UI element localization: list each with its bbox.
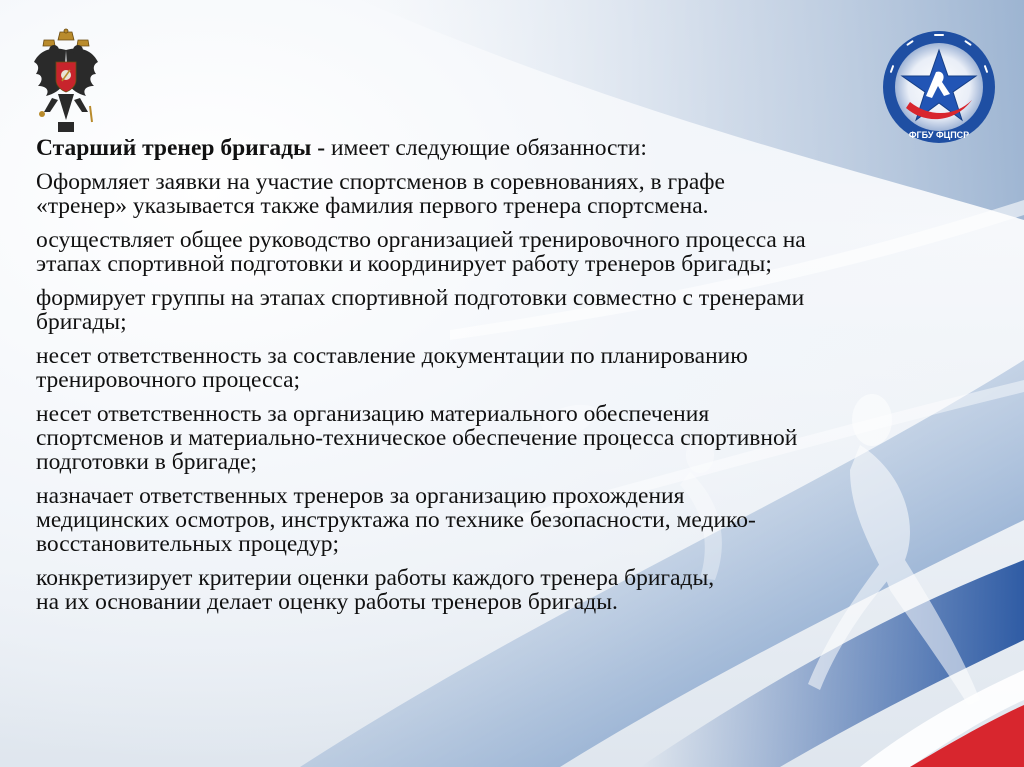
russian-coat-of-arms-emblem-icon — [30, 28, 102, 136]
duty-line: «тренер» указывается также фамилия первого тренера спортсмена. — [36, 193, 709, 219]
duty-line: несет ответственность за организацию материального обеспечения — [36, 401, 710, 427]
duty-line: Оформляет заявки на участие спортсменов в соревнованиях, в графе — [36, 169, 725, 195]
duty-line: тренировочного процесса; — [36, 367, 301, 393]
logo-abbr: ФГБУ ФЦПСР — [908, 130, 970, 140]
duty-line: несет ответственность за составление документации по планированию — [36, 343, 748, 369]
duty-line: подготовки в бригаде; — [36, 449, 258, 475]
duty-paragraph — [36, 228, 986, 276]
duty-paragraph — [36, 402, 986, 474]
heading-rest: имеет следующие обязанности: — [330, 135, 647, 161]
duty-line: конкретизирует критерии оценки работы каждого тренера бригады, — [36, 565, 715, 591]
duty-line: формирует группы на этапах спортивной подготовки совместно с тренерами — [36, 285, 805, 311]
fcpsr-star-logo-icon — [880, 28, 998, 146]
duty-line: медицинских осмотров, инструктажа по технике безопасности, медико- — [36, 507, 756, 533]
duty-line: осуществляет общее руководство организацией тренировочного процесса на — [36, 227, 806, 253]
duties-text — [36, 136, 986, 624]
duty-line: на их основании делает оценку работы тренеров бригады. — [36, 589, 618, 615]
duty-paragraph — [36, 566, 986, 614]
heading-line — [36, 136, 986, 160]
duty-paragraph — [36, 170, 986, 218]
duty-paragraph — [36, 344, 986, 392]
duty-paragraph — [36, 484, 986, 556]
duty-line: этапах спортивной подготовки и координирует работу тренеров бригады; — [36, 251, 772, 277]
duty-paragraph — [36, 286, 986, 334]
duty-line: назначает ответственных тренеров за организацию прохождения — [36, 483, 685, 509]
duty-line: восстановительных процедур; — [36, 531, 340, 557]
duty-line: бригады; — [36, 309, 127, 335]
duty-line: спортсменов и материально-техническое обеспечение процесса спортивной — [36, 425, 798, 451]
heading-bold: Старший тренер бригады - — [36, 135, 331, 161]
